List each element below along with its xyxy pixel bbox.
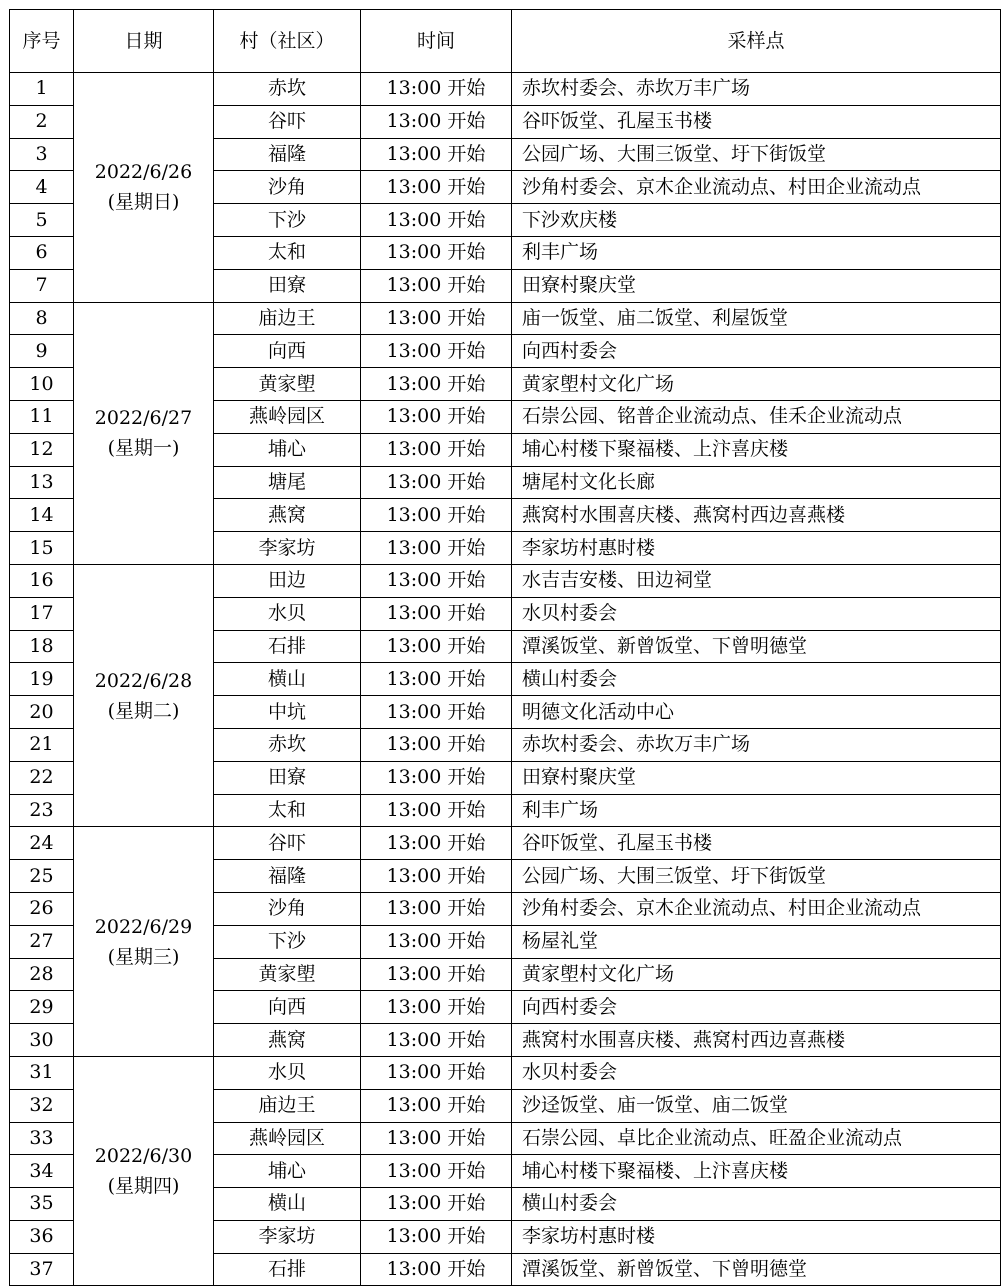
row-number: 1	[10, 73, 74, 106]
village-cell: 中坑	[214, 696, 361, 729]
date-value: 2022/6/28	[94, 669, 193, 692]
weekday-value: (星期一)	[107, 437, 180, 460]
village-cell: 谷吓	[214, 827, 361, 860]
time-cell: 13:00 开始	[361, 728, 512, 761]
sampling-point-cell: 赤坎村委会、赤坎万丰广场	[512, 728, 1001, 761]
time-cell: 13:00 开始	[361, 302, 512, 335]
header-no: 序号	[10, 10, 74, 73]
row-number: 2	[10, 105, 74, 138]
time-cell: 13:00 开始	[361, 1220, 512, 1253]
village-cell: 沙角	[214, 892, 361, 925]
time-cell: 13:00 开始	[361, 1089, 512, 1122]
village-cell: 石排	[214, 1253, 361, 1286]
sampling-point-cell: 向西村委会	[512, 335, 1001, 368]
time-cell: 13:00 开始	[361, 400, 512, 433]
time-cell: 13:00 开始	[361, 466, 512, 499]
village-cell: 燕岭园区	[214, 1122, 361, 1155]
time-cell: 13:00 开始	[361, 564, 512, 597]
village-cell: 黄家塱	[214, 958, 361, 991]
time-cell: 13:00 开始	[361, 73, 512, 106]
sampling-point-cell: 公园广场、大围三饭堂、圩下街饭堂	[512, 138, 1001, 171]
time-cell: 13:00 开始	[361, 138, 512, 171]
sampling-point-cell: 李家坊村惠时楼	[512, 1220, 1001, 1253]
village-cell: 燕窝	[214, 1024, 361, 1057]
sampling-point-cell: 赤坎村委会、赤坎万丰广场	[512, 73, 1001, 106]
row-number: 30	[10, 1024, 74, 1057]
row-number: 28	[10, 958, 74, 991]
row-number: 19	[10, 663, 74, 696]
sampling-point-cell: 水贝村委会	[512, 597, 1001, 630]
village-cell: 庙边王	[214, 1089, 361, 1122]
village-cell: 横山	[214, 663, 361, 696]
table-row	[10, 302, 1001, 335]
row-number: 11	[10, 400, 74, 433]
row-number: 34	[10, 1155, 74, 1188]
sampling-point-cell: 横山村委会	[512, 663, 1001, 696]
time-cell: 13:00 开始	[361, 532, 512, 565]
village-cell: 李家坊	[214, 1220, 361, 1253]
village-cell: 横山	[214, 1188, 361, 1221]
header-row	[10, 10, 1001, 73]
sampling-point-cell: 田寮村聚庆堂	[512, 269, 1001, 302]
row-number: 20	[10, 696, 74, 729]
time-cell: 13:00 开始	[361, 499, 512, 532]
time-cell: 13:00 开始	[361, 892, 512, 925]
village-cell: 燕窝	[214, 499, 361, 532]
time-cell: 13:00 开始	[361, 925, 512, 958]
time-cell: 13:00 开始	[361, 663, 512, 696]
time-cell: 13:00 开始	[361, 827, 512, 860]
time-cell: 13:00 开始	[361, 368, 512, 401]
sampling-point-cell: 燕窝村水围喜庆楼、燕窝村西边喜燕楼	[512, 1024, 1001, 1057]
table-body	[10, 73, 1001, 1286]
table-row	[10, 564, 1001, 597]
weekday-value: (星期三)	[107, 945, 180, 968]
village-cell: 田寮	[214, 761, 361, 794]
sampling-point-cell: 利丰广场	[512, 794, 1001, 827]
row-number: 24	[10, 827, 74, 860]
date-value: 2022/6/26	[94, 161, 193, 184]
time-cell: 13:00 开始	[361, 696, 512, 729]
sampling-point-cell: 庙一饭堂、庙二饭堂、利屋饭堂	[512, 302, 1001, 335]
time-cell: 13:00 开始	[361, 958, 512, 991]
time-cell: 13:00 开始	[361, 860, 512, 893]
sampling-point-cell: 石崇公园、铭普企业流动点、佳禾企业流动点	[512, 400, 1001, 433]
row-number: 7	[10, 269, 74, 302]
time-cell: 13:00 开始	[361, 1253, 512, 1286]
village-cell: 水贝	[214, 1056, 361, 1089]
sampling-point-cell: 谷吓饭堂、孔屋玉书楼	[512, 827, 1001, 860]
village-cell: 田寮	[214, 269, 361, 302]
village-cell: 塘尾	[214, 466, 361, 499]
time-cell: 13:00 开始	[361, 1188, 512, 1221]
row-number: 8	[10, 302, 74, 335]
date-cell	[74, 1056, 214, 1286]
sampling-point-cell: 利丰广场	[512, 236, 1001, 269]
village-cell: 下沙	[214, 925, 361, 958]
village-cell: 福隆	[214, 860, 361, 893]
table-row	[10, 73, 1001, 106]
sampling-point-cell: 明德文化活动中心	[512, 696, 1001, 729]
village-cell: 水贝	[214, 597, 361, 630]
sampling-point-cell: 潭溪饭堂、新曾饭堂、下曾明德堂	[512, 1253, 1001, 1286]
row-number: 23	[10, 794, 74, 827]
sampling-schedule-table	[9, 9, 1001, 1286]
table-header	[10, 10, 1001, 73]
row-number: 32	[10, 1089, 74, 1122]
time-cell: 13:00 开始	[361, 1155, 512, 1188]
row-number: 16	[10, 564, 74, 597]
row-number: 31	[10, 1056, 74, 1089]
row-number: 18	[10, 630, 74, 663]
row-number: 36	[10, 1220, 74, 1253]
village-cell: 埔心	[214, 433, 361, 466]
time-cell: 13:00 开始	[361, 1122, 512, 1155]
date-cell	[74, 73, 214, 303]
time-cell: 13:00 开始	[361, 794, 512, 827]
village-cell: 黄家塱	[214, 368, 361, 401]
sampling-point-cell: 燕窝村水围喜庆楼、燕窝村西边喜燕楼	[512, 499, 1001, 532]
weekday-value: (星期二)	[107, 699, 180, 722]
row-number: 26	[10, 892, 74, 925]
village-cell: 下沙	[214, 204, 361, 237]
sampling-point-cell: 黄家塱村文化广场	[512, 958, 1001, 991]
sampling-point-cell: 向西村委会	[512, 991, 1001, 1024]
date-value: 2022/6/29	[94, 915, 193, 938]
village-cell: 福隆	[214, 138, 361, 171]
sampling-point-cell: 李家坊村惠时楼	[512, 532, 1001, 565]
row-number: 35	[10, 1188, 74, 1221]
row-number: 4	[10, 171, 74, 204]
sampling-point-cell: 石崇公园、卓比企业流动点、旺盈企业流动点	[512, 1122, 1001, 1155]
sampling-point-cell: 沙迳饭堂、庙一饭堂、庙二饭堂	[512, 1089, 1001, 1122]
time-cell: 13:00 开始	[361, 204, 512, 237]
sampling-point-cell: 横山村委会	[512, 1188, 1001, 1221]
date-cell	[74, 302, 214, 564]
village-cell: 向西	[214, 335, 361, 368]
row-number: 9	[10, 335, 74, 368]
header-time: 时间	[361, 10, 512, 73]
village-cell: 赤坎	[214, 728, 361, 761]
header-date: 日期	[74, 10, 214, 73]
sampling-point-cell: 黄家塱村文化广场	[512, 368, 1001, 401]
time-cell: 13:00 开始	[361, 991, 512, 1024]
sampling-point-cell: 沙角村委会、京木企业流动点、村田企业流动点	[512, 171, 1001, 204]
header-village: 村（社区）	[214, 10, 361, 73]
sampling-point-cell: 杨屋礼堂	[512, 925, 1001, 958]
row-number: 29	[10, 991, 74, 1024]
village-cell: 庙边王	[214, 302, 361, 335]
time-cell: 13:00 开始	[361, 171, 512, 204]
village-cell: 沙角	[214, 171, 361, 204]
date-cell	[74, 564, 214, 826]
weekday-value: (星期日)	[107, 191, 180, 214]
sampling-point-cell: 田寮村聚庆堂	[512, 761, 1001, 794]
row-number: 10	[10, 368, 74, 401]
time-cell: 13:00 开始	[361, 1024, 512, 1057]
header-sampling-point: 采样点	[512, 10, 1001, 73]
time-cell: 13:00 开始	[361, 335, 512, 368]
sampling-point-cell: 埔心村楼下聚福楼、上汴喜庆楼	[512, 1155, 1001, 1188]
row-number: 3	[10, 138, 74, 171]
row-number: 15	[10, 532, 74, 565]
date-value: 2022/6/27	[94, 407, 193, 430]
village-cell: 太和	[214, 236, 361, 269]
village-cell: 太和	[214, 794, 361, 827]
village-cell: 李家坊	[214, 532, 361, 565]
sampling-point-cell: 水贝村委会	[512, 1056, 1001, 1089]
sampling-point-cell: 公园广场、大围三饭堂、圩下街饭堂	[512, 860, 1001, 893]
weekday-value: (星期四)	[107, 1175, 180, 1198]
row-number: 17	[10, 597, 74, 630]
row-number: 21	[10, 728, 74, 761]
row-number: 5	[10, 204, 74, 237]
time-cell: 13:00 开始	[361, 1056, 512, 1089]
row-number: 14	[10, 499, 74, 532]
village-cell: 埔心	[214, 1155, 361, 1188]
date-value: 2022/6/30	[94, 1145, 193, 1168]
sampling-point-cell: 埔心村楼下聚福楼、上汴喜庆楼	[512, 433, 1001, 466]
table-row	[10, 1056, 1001, 1089]
time-cell: 13:00 开始	[361, 236, 512, 269]
row-number: 33	[10, 1122, 74, 1155]
row-number: 27	[10, 925, 74, 958]
row-number: 13	[10, 466, 74, 499]
row-number: 22	[10, 761, 74, 794]
sampling-point-cell: 水吉吉安楼、田边祠堂	[512, 564, 1001, 597]
time-cell: 13:00 开始	[361, 630, 512, 663]
table-row	[10, 827, 1001, 860]
sampling-point-cell: 谷吓饭堂、孔屋玉书楼	[512, 105, 1001, 138]
village-cell: 石排	[214, 630, 361, 663]
sampling-point-cell: 下沙欢庆楼	[512, 204, 1001, 237]
village-cell: 向西	[214, 991, 361, 1024]
time-cell: 13:00 开始	[361, 597, 512, 630]
sampling-point-cell: 沙角村委会、京木企业流动点、村田企业流动点	[512, 892, 1001, 925]
time-cell: 13:00 开始	[361, 433, 512, 466]
time-cell: 13:00 开始	[361, 761, 512, 794]
village-cell: 谷吓	[214, 105, 361, 138]
sampling-point-cell: 塘尾村文化长廊	[512, 466, 1001, 499]
row-number: 37	[10, 1253, 74, 1286]
date-cell	[74, 827, 214, 1057]
village-cell: 赤坎	[214, 73, 361, 106]
time-cell: 13:00 开始	[361, 105, 512, 138]
sampling-point-cell: 潭溪饭堂、新曾饭堂、下曾明德堂	[512, 630, 1001, 663]
village-cell: 燕岭园区	[214, 400, 361, 433]
village-cell: 田边	[214, 564, 361, 597]
row-number: 25	[10, 860, 74, 893]
row-number: 6	[10, 236, 74, 269]
row-number: 12	[10, 433, 74, 466]
time-cell: 13:00 开始	[361, 269, 512, 302]
